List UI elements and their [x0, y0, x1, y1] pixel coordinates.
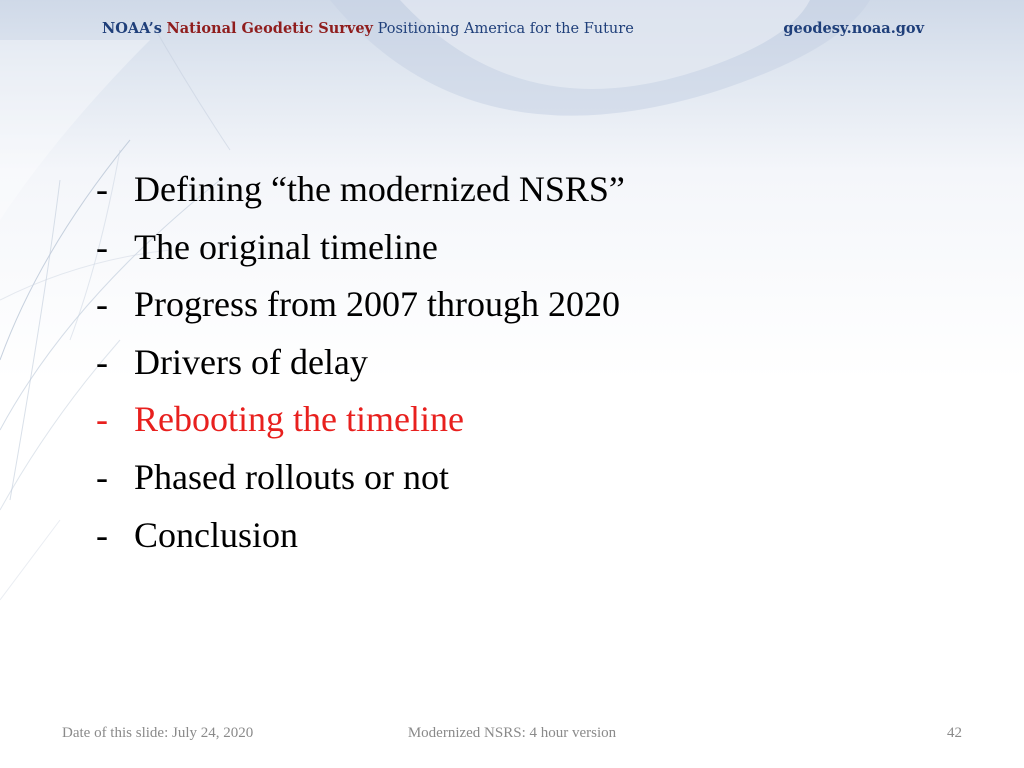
page-number: 42: [947, 725, 962, 741]
bullet-dash: -: [96, 226, 108, 267]
agenda-item-text: Progress from 2007 through 2020: [134, 284, 620, 325]
footer-title: Modernized NSRS: 4 hour version: [407, 725, 617, 741]
bullet-dash: -: [96, 514, 108, 555]
header-website: geodesy.noaa.gov: [783, 20, 924, 37]
slide-header: [0, 0, 1024, 60]
bullet-dash: -: [96, 169, 108, 209]
agenda-item-text: Phased rollouts or not: [134, 456, 449, 497]
bullet-dash: -: [96, 284, 108, 325]
bullet-dash: -: [96, 456, 108, 497]
brand-ngs: National Geodetic Survey: [166, 20, 373, 37]
footer-date: Date of this slide: July 24, 2020: [62, 725, 254, 741]
brand-tagline: Positioning America for the Future: [377, 21, 634, 37]
agenda-item-text: Drivers of delay: [134, 341, 368, 382]
bullet-dash: -: [96, 399, 108, 440]
bullet-dash: -: [96, 341, 108, 382]
agenda-item-text: Defining “the modernized NSRS”: [134, 169, 625, 209]
header-brand: [102, 20, 634, 37]
slide-footer: [0, 722, 1024, 746]
brand-noaa: NOAA’s: [102, 20, 162, 37]
agenda-item-text: Rebooting the timeline: [134, 399, 464, 440]
agenda-item-text: Conclusion: [134, 514, 299, 555]
agenda-item-text: The original timeline: [134, 226, 438, 267]
